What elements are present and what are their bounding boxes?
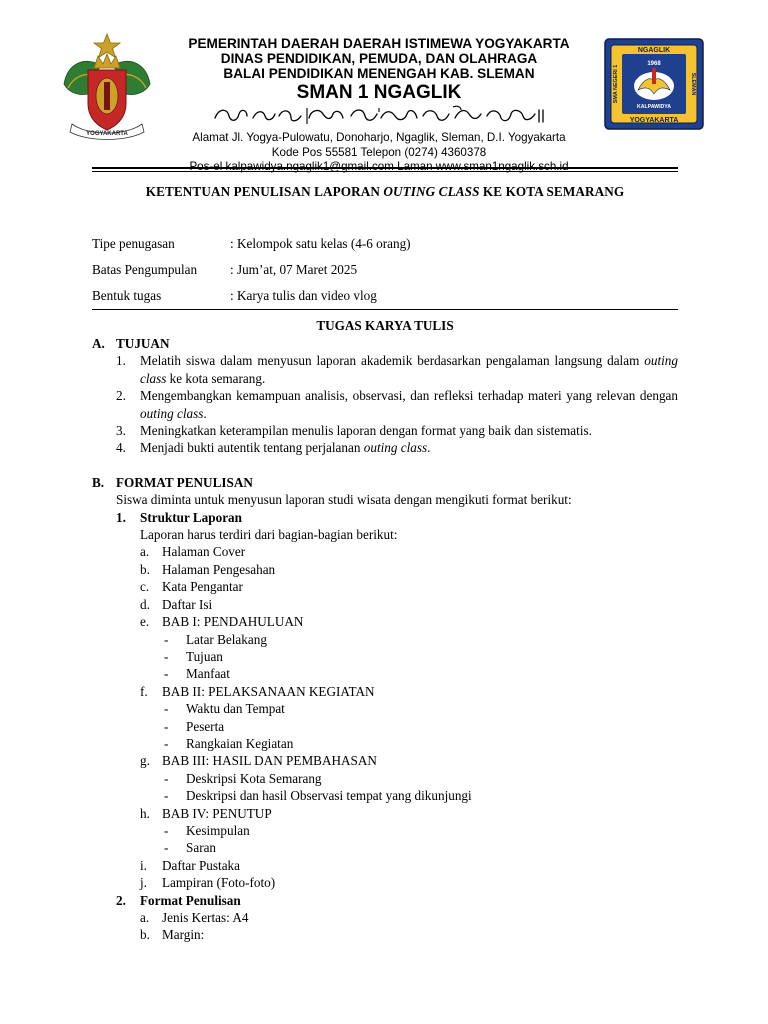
- subheading-format-penulisan: [92, 892, 678, 909]
- info-value: : Jum’at, 07 Maret 2025: [230, 262, 358, 277]
- letterhead-divider-thin: [92, 171, 678, 172]
- school-name: SMAN 1 NGAGLIK: [296, 82, 462, 103]
- title-suffix: KE KOTA SEMARANG: [479, 184, 625, 199]
- dash-marker: -: [164, 735, 169, 751]
- sub-item-text: Waktu dan Tempat: [186, 701, 285, 717]
- list-text: Melatih siswa dalam menyusun laporan akademik berdasarkan pengalaman langsung dalam: [140, 353, 645, 369]
- heading-format: [92, 474, 678, 491]
- dash-marker: -: [164, 631, 169, 647]
- item-text: BAB IV: PENUTUP: [162, 805, 272, 821]
- struktur-item: [92, 683, 678, 700]
- sub-item-text: Peserta: [186, 718, 225, 734]
- letterhead-line-3: BALAI PENDIDIKAN MENENGAH KAB. SLEMAN: [223, 66, 535, 81]
- struktur-item: [92, 596, 678, 613]
- sub-item-text: Kesimpulan: [186, 822, 250, 838]
- dash-marker: -: [164, 822, 169, 838]
- struktur-item: [92, 752, 678, 769]
- struktur-item: [92, 805, 678, 822]
- heading-tujuan: [92, 335, 678, 352]
- item-marker: b.: [140, 561, 150, 577]
- info-row: [92, 262, 678, 288]
- list-item: [116, 439, 678, 456]
- struktur-item: [92, 543, 678, 560]
- letterhead-divider-thick: [92, 167, 678, 169]
- right-logo-year: 1968: [647, 61, 661, 67]
- letterhead: [0, 0, 768, 172]
- struktur-item: [92, 613, 678, 630]
- sub-item: [92, 839, 678, 856]
- list-italic: outing class: [363, 440, 428, 456]
- list-marker: 2.: [116, 388, 126, 404]
- info-divider: [92, 309, 678, 310]
- item-marker: a.: [140, 544, 150, 560]
- right-logo-top: NGAGLIK: [637, 47, 671, 54]
- sub-item: [92, 718, 678, 735]
- subheading-marker: 2.: [116, 892, 126, 908]
- sub-item: [92, 787, 678, 804]
- item-text: Jenis Kertas: A4: [162, 910, 249, 925]
- item-text: Daftar Isi: [162, 596, 213, 612]
- info-label: Tipe penugasan: [92, 236, 175, 251]
- sub-item: [92, 631, 678, 648]
- subheading-text: Struktur Laporan: [140, 509, 242, 525]
- dash-marker: -: [164, 770, 169, 786]
- item-text: Kata Pengantar: [162, 579, 243, 595]
- school-contact: Pos-el kalpawidya.ngaglik1@gmail.com Laman www.sman1ngaglik.sch.id: [189, 160, 569, 173]
- heading-text: FORMAT PENULISAN: [116, 474, 253, 490]
- dash-marker: -: [164, 701, 169, 717]
- school-postal: Kode Pos 55581 Telepon (0274) 4360378: [271, 145, 487, 159]
- javanese-script-icon: [209, 104, 549, 126]
- assignment-info: [92, 236, 678, 314]
- info-row: [92, 288, 678, 314]
- item-marker: i.: [140, 857, 147, 873]
- item-text: BAB I: PENDAHULUAN: [162, 614, 304, 630]
- list-italic: outing class: [140, 353, 678, 386]
- item-marker: c.: [140, 579, 150, 595]
- dash-marker: -: [164, 718, 169, 734]
- left-logo-text: YOGYAKARTA: [86, 131, 128, 137]
- item-text: Daftar Pustaka: [162, 857, 240, 873]
- list-text-end: ke kota semarang.: [166, 370, 266, 386]
- sub-item-text: Deskripsi Kota Semarang: [186, 770, 322, 786]
- struktur-item: [92, 874, 678, 891]
- penulisan-item: [92, 909, 678, 926]
- letterhead-line-1: PEMERINTAH DAERAH DAERAH ISTIMEWA YOGYAKARTA: [188, 36, 570, 51]
- sub-item-text: Manfaat: [186, 666, 230, 682]
- list-marker: 4.: [116, 440, 126, 456]
- item-text: Margin:: [162, 927, 205, 943]
- list-italic: outing class: [140, 405, 204, 421]
- section-title: TUGAS KARYA TULIS: [316, 318, 454, 333]
- spacer: [92, 457, 678, 474]
- sub-item: [92, 665, 678, 682]
- list-marker: 3.: [116, 423, 126, 439]
- diy-emblem-icon: [58, 32, 156, 142]
- subheading-marker: 1.: [116, 509, 126, 525]
- item-marker: j.: [140, 875, 147, 891]
- sub-item: [92, 770, 678, 787]
- right-logo-bottom: YOGYAKARTA: [629, 117, 679, 124]
- penulisan-item: [92, 926, 678, 943]
- sub-item: [92, 735, 678, 752]
- title-italic: OUTING CLASS: [383, 184, 480, 199]
- item-text: BAB III: HASIL DAN PEMBAHASAN: [162, 753, 377, 769]
- list-text: Menjadi bukti autentik tentang perjalanan: [140, 440, 364, 456]
- heading-text: TUJUAN: [116, 336, 170, 351]
- dash-marker: -: [164, 788, 169, 804]
- sub-item: [92, 700, 678, 717]
- sub-item-text: Rangkaian Kegiatan: [186, 735, 294, 751]
- school-address: Alamat Jl. Yogya-Pulowatu, Donoharjo, Ngaglik, Sleman, D.I. Yogyakarta: [192, 131, 566, 144]
- struktur-item: [92, 578, 678, 595]
- list-text-end: .: [427, 440, 431, 456]
- info-row: [92, 236, 678, 262]
- tujuan-list: [116, 352, 678, 456]
- list-marker: 1.: [116, 353, 126, 369]
- item-text: BAB II: PELAKSANAAN KEGIATAN: [162, 683, 375, 699]
- info-label: Bentuk tugas: [92, 288, 162, 303]
- item-marker: h.: [140, 805, 150, 821]
- letterhead-line-2: DINAS PENDIDIKAN, PEMUDA, DAN OLAHRAGA: [220, 51, 538, 66]
- sub-item-text: Deskripsi dan hasil Observasi tempat yang dikunjungi: [186, 788, 472, 804]
- item-marker: d.: [140, 596, 150, 612]
- sub-item-text: Latar Belakang: [186, 631, 267, 647]
- list-text: Mengembangkan kemampuan analisis, observasi, dan refleksi terhadap materi yang relevan dengan: [140, 388, 678, 404]
- dash-marker: -: [164, 666, 169, 682]
- struktur-intro: Laporan harus terdiri dari bagian-bagian berikut:: [140, 527, 398, 543]
- sub-item-text: Tujuan: [186, 648, 223, 664]
- item-marker: e.: [140, 614, 150, 630]
- document-title: [92, 184, 678, 200]
- item-marker: a.: [140, 910, 150, 925]
- list-item: [116, 422, 678, 439]
- item-text: Halaman Cover: [162, 544, 246, 560]
- dash-marker: -: [164, 840, 169, 856]
- info-value: : Kelompok satu kelas (4-6 orang): [230, 236, 411, 251]
- struktur-item: [92, 561, 678, 578]
- list-text: Meningkatkan keterampilan menulis laporan dengan format yang baik dan sistematis.: [140, 423, 592, 439]
- struktur-item: [92, 857, 678, 874]
- document-content: [92, 335, 678, 944]
- right-logo-right: SLEMAN: [690, 72, 696, 96]
- title-prefix: KETENTUAN PENULISAN LAPORAN: [145, 184, 384, 199]
- subheading-text: Format Penulisan: [140, 892, 241, 908]
- item-marker: f.: [140, 683, 148, 699]
- subheading-struktur: [92, 509, 678, 526]
- heading-marker: B.: [92, 474, 105, 490]
- heading-marker: A.: [92, 336, 105, 351]
- sub-item-text: Saran: [186, 840, 217, 856]
- list-item: [116, 352, 678, 387]
- info-label: Batas Pengumpulan: [92, 262, 198, 277]
- dash-marker: -: [164, 648, 169, 664]
- right-logo-motto: KALPAWIDYA: [636, 104, 672, 110]
- item-text: Lampiran (Foto-foto): [162, 875, 276, 891]
- right-logo-left: SMA NEGERI 1: [613, 64, 619, 104]
- sub-item: [92, 822, 678, 839]
- item-text: Halaman Pengesahan: [162, 561, 276, 577]
- info-value: : Karya tulis dan video vlog: [230, 288, 377, 303]
- sman-ngaglik-logo-icon: [604, 38, 704, 130]
- list-item: [116, 387, 678, 422]
- format-intro: Siswa diminta untuk menyusun laporan studi wisata dengan mengikuti format berikut:: [116, 492, 572, 508]
- sub-item: [92, 648, 678, 665]
- list-text-end: .: [203, 405, 207, 421]
- item-marker: g.: [140, 753, 150, 769]
- item-marker: b.: [140, 927, 150, 943]
- letterhead-text: [148, 36, 610, 175]
